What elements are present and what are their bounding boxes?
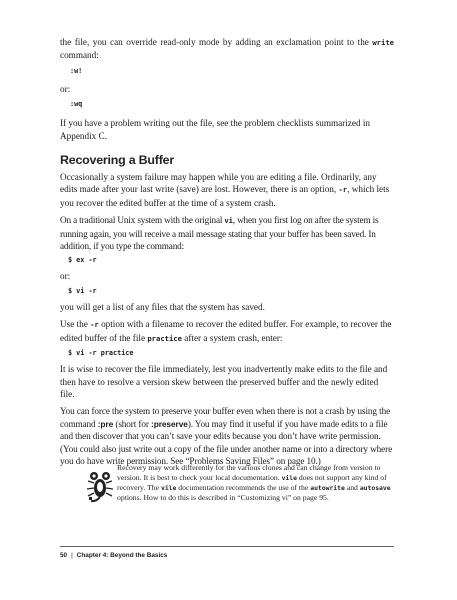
- chapter-title: Chapter 4: Beyond the Basics: [76, 552, 168, 559]
- practice-filename: practice: [147, 333, 182, 343]
- recovery-paragraph-1: [60, 171, 394, 209]
- intro-text: the file, you can override read-only mode by adding an exclamation point to the: [60, 37, 373, 47]
- preserve-command: :preserve: [151, 418, 188, 429]
- r-option: -r: [338, 185, 348, 195]
- pre-command: :pre: [97, 418, 114, 429]
- vile-name-2: vile: [160, 484, 177, 493]
- problem-paragraph: If you have a problem writing out the file, see the problem checklists summarized in Appendix C.: [60, 118, 370, 141]
- code-write-bang: :w!: [70, 66, 83, 75]
- recovery-paragraph-5: It is wise to recover the file immediately, lest you inadvertently make edits to the file and then have to resolve a version skew between the preserved buffer and the newly edited file.: [60, 364, 388, 399]
- scorpion-note-icon: [86, 468, 114, 504]
- footer-divider: [60, 546, 394, 547]
- footer-separator: |: [71, 552, 73, 559]
- note-text-5: options. How to do this is described in “Customizing vi” on page 95.: [117, 493, 329, 503]
- code-ex-r: $ ex -r: [68, 256, 97, 265]
- note-text-4: and: [344, 483, 360, 493]
- note-text-1: Recovery may work differently for the various clones and can change from version to version. It is best to check your local documentation.: [117, 463, 381, 483]
- vi-name: vi: [224, 216, 233, 226]
- or-label-2: or:: [60, 271, 71, 282]
- p4-text-mid: option with a filename to recover the edited buffer. For example, to recover the edited buffer of the file: [60, 319, 392, 343]
- autowrite-option: autowrite: [310, 484, 345, 493]
- write-command: write: [372, 38, 394, 47]
- p6-text-end: ). You may find it useful if you have made edits to a file and then discover that you can’t save your edits because you don’t have write permission. (You could also just write out a copy of the file under another name or into a directory where you do have write permission. See “Problems Saving Files” on page 10.): [60, 418, 393, 466]
- note-box: [60, 462, 394, 542]
- note-text: [117, 463, 393, 503]
- intro-paragraph: [60, 36, 394, 62]
- code-vi-r-practice: $ vi -r practice: [68, 349, 134, 358]
- page-footer: [60, 552, 167, 559]
- p4-text: Use the: [60, 319, 91, 330]
- p2-text: On a traditional Unix system with the original: [60, 215, 225, 226]
- note-text-3: documentation recommends the use of the: [176, 483, 311, 493]
- intro-text-end: command:: [60, 50, 99, 61]
- autosave-option: autosave: [359, 484, 391, 493]
- p4-text-end: after a system crash, enter:: [181, 332, 283, 343]
- or-label-1: or:: [60, 83, 71, 94]
- r-option-2: -r: [90, 320, 99, 330]
- section-heading: Recovering a Buffer: [60, 153, 174, 168]
- p6-text: You can force the system to preserve your buffer even when there is not a crash by using the command: [60, 406, 391, 429]
- code-vi-r: $ vi -r: [68, 286, 97, 295]
- recovery-paragraph-2: [60, 214, 394, 252]
- p2-text-end: , when you first log on after the system is running again, you will receive a mail message stating that your buffer has been saved. In addition, if you type the command:: [60, 215, 379, 252]
- p6-text-mid: (short for: [113, 418, 151, 429]
- page-number: 50: [60, 552, 68, 559]
- vile-name: vile: [281, 474, 297, 483]
- main-content: [60, 36, 394, 467]
- p1-text: Occasionally a system failure may happen while you are editing a file. Ordinarily, any edits made after your last write (save) are lost. However, there is an option,: [60, 172, 377, 195]
- p1-text-end: , which lets you recover the edited buffer at the time of a system crash.: [60, 184, 390, 208]
- note-text-2: does not support any kind of recovery. The: [117, 473, 387, 493]
- recovery-paragraph-6: [60, 405, 394, 467]
- recovery-paragraph-4: [60, 318, 394, 345]
- code-write-quit: :wq: [70, 100, 83, 109]
- recovery-paragraph-3: you will get a list of any files that the system has saved.: [60, 301, 265, 312]
